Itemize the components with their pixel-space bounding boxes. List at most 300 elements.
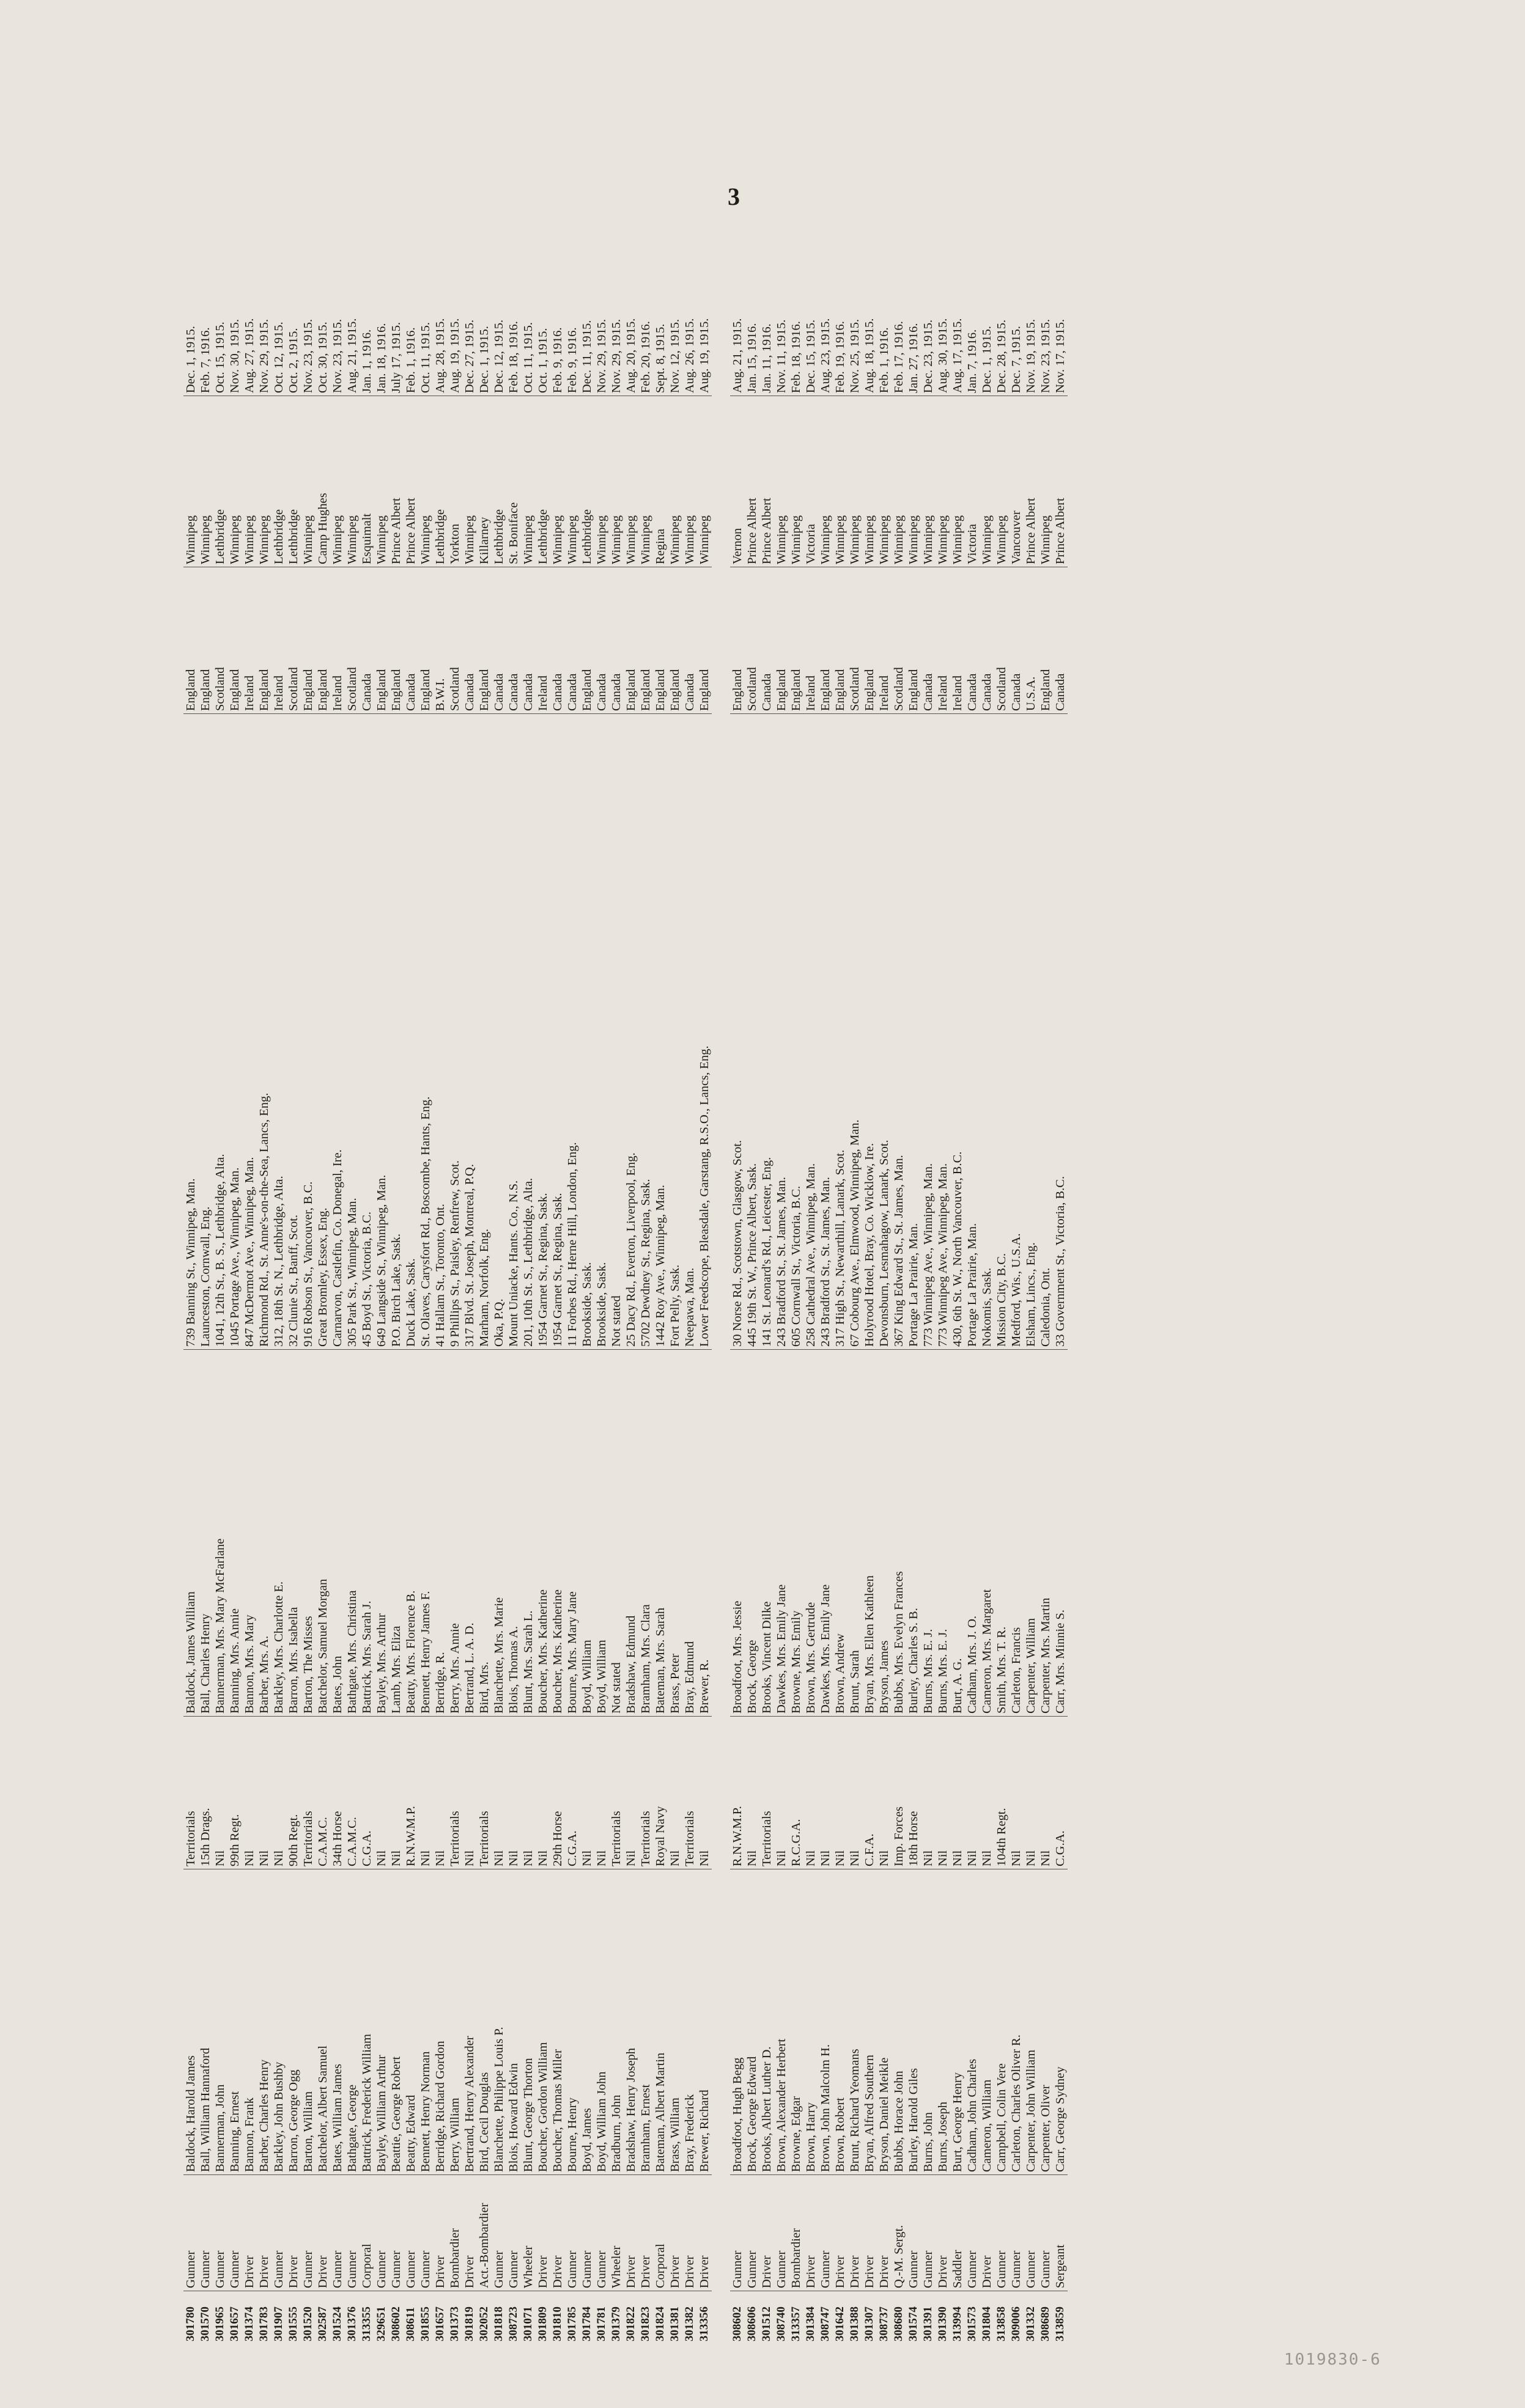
country-of-birth-cell: U.S.A. <box>1024 567 1038 714</box>
place-of-enlistment-cell: Lethbridge <box>536 396 550 567</box>
address-cell: Portage La Prairie, Man. <box>906 714 921 1350</box>
rank-cell: Driver <box>462 2175 477 2291</box>
soldier-name-cell: Bourne, Henry <box>565 1869 580 2175</box>
rank-cell: Gunner <box>1024 2175 1038 2291</box>
enlistment-date-cell: Oct. 2, 1915. <box>286 238 301 396</box>
enlistment-date-cell: Feb. 9, 1916. <box>565 238 580 396</box>
place-of-enlistment-cell: Winnipeg <box>521 396 536 567</box>
regimental-number-cell: 301071 <box>522 2307 534 2341</box>
address-cell: Nokomis, Sask. <box>980 714 994 1350</box>
regimental-number-cell: 301382 <box>683 2307 696 2341</box>
country-of-birth-cell: Ireland <box>330 567 345 714</box>
place-of-enlistment-cell: Winnipeg <box>877 396 892 567</box>
address-cell: St. Olaves, Carysfort Rd., Boscombe, Hants, Eng. <box>418 714 433 1350</box>
rank-cell: Driver <box>550 2175 565 2291</box>
place-of-enlistment-cell: Vernon <box>730 396 745 567</box>
country-of-birth-cell: England <box>389 567 404 714</box>
place-of-enlistment-cell: Winnipeg <box>936 396 950 567</box>
next-of-kin-cell: Barton, The Misses <box>301 1350 316 1717</box>
enlistment-date-cell: Jan. 11, 1916. <box>759 238 774 396</box>
soldier-name-cell: Barron, George Ogg <box>286 1869 301 2175</box>
enlistment-date-cell: Oct. 30, 1915. <box>316 238 330 396</box>
next-of-kin-cell: Ball, Charles Henry <box>198 1350 213 1717</box>
table-row <box>316 238 330 2341</box>
soldier-name-cell: Barkley, John Bushby <box>271 1869 286 2175</box>
former-unit-cell: Territorials <box>477 1717 492 1869</box>
soldier-name-cell: Bertrand, Henry Alexander <box>462 1869 477 2175</box>
next-of-kin-cell: Bertrand, L. A. D. <box>462 1350 477 1717</box>
soldier-name-cell: Bird, Cecil Douglas <box>477 1869 492 2175</box>
soldier-name-cell: Brown, John Malcolm H. <box>818 1869 833 2175</box>
country-of-birth-cell: Canada <box>550 567 565 714</box>
rank-cell: Driver <box>980 2175 994 2291</box>
regimental-number-cell: 301376 <box>345 2307 358 2341</box>
regimental-number-cell: 308740 <box>775 2307 788 2341</box>
former-unit-cell: C.G.A. <box>360 1717 374 1869</box>
next-of-kin-cell: Blunt, Mrs. Sarah L. <box>521 1350 536 1717</box>
address-cell: 201, 10th St. S., Lethbridge, Alta. <box>521 714 536 1350</box>
country-of-birth-cell: Canada <box>565 567 580 714</box>
country-of-birth-cell: Ireland <box>936 567 950 714</box>
rank-cell: Gunner <box>745 2175 759 2291</box>
roll-section <box>183 238 712 2341</box>
country-of-birth-cell: Scotland <box>847 567 862 714</box>
soldier-name-cell: Beattie, George Robert <box>389 1869 404 2175</box>
rank-cell: Driver <box>682 2175 697 2291</box>
enlistment-date-cell: Dec. 1, 1915. <box>980 238 994 396</box>
table-row <box>668 238 682 2341</box>
next-of-kin-cell: Bourne, Mrs. Mary Jane <box>565 1350 580 1717</box>
soldier-name-cell: Brewer, Richard <box>697 1869 712 2175</box>
rank-cell: Gunner <box>345 2175 360 2291</box>
soldier-name-cell: Brown, Robert <box>833 1869 847 2175</box>
enlistment-date-cell: Nov. 11, 1915. <box>774 238 789 396</box>
next-of-kin-cell: Bannerman, Mrs. Mary McFarlane <box>213 1350 227 1717</box>
country-of-birth-cell: Ireland <box>242 567 257 714</box>
next-of-kin-cell: Bates, John <box>330 1350 345 1717</box>
former-unit-cell: Nil <box>950 1717 965 1869</box>
address-cell: Launceston, Cornwall, Eng. <box>198 714 213 1350</box>
table-row <box>418 238 433 2341</box>
address-cell: 243 Bradford St., St. James, Man. <box>818 714 833 1350</box>
country-of-birth-cell: England <box>730 567 745 714</box>
address-cell: 243 Bradford St., St. James, Man. <box>774 714 789 1350</box>
country-of-birth-cell: Scotland <box>892 567 906 714</box>
address-cell: Lower Feedscope, Bleasdale, Garstang, R.S.O., Lancs, Eng. <box>697 714 712 1350</box>
place-of-enlistment-cell: St. Boniface <box>506 396 521 567</box>
former-unit-cell: Nil <box>536 1717 550 1869</box>
table-row <box>697 238 712 2341</box>
place-of-enlistment-cell: Yorkton <box>448 396 462 567</box>
place-of-enlistment-cell: Winnipeg <box>906 396 921 567</box>
rank-cell: Wheeler <box>521 2175 536 2291</box>
rank-cell: Driver <box>624 2175 638 2291</box>
address-cell: 11 Forbes Rd., Herne Hill, London, Eng. <box>565 714 580 1350</box>
country-of-birth-cell: England <box>906 567 921 714</box>
enlistment-date-cell: Nov. 23, 1915. <box>301 238 316 396</box>
next-of-kin-cell: Battrick, Mrs. Sarah J. <box>360 1350 374 1717</box>
country-of-birth-cell: England <box>624 567 638 714</box>
next-of-kin-cell: Brown, Mrs. Gertrude <box>803 1350 818 1717</box>
place-of-enlistment-cell: Prince Albert <box>404 396 418 567</box>
former-unit-cell: Nil <box>745 1717 759 1869</box>
former-unit-cell: Nil <box>492 1717 506 1869</box>
regimental-number-cell: 308689 <box>1039 2307 1052 2341</box>
enlistment-date-cell: Nov. 17, 1915. <box>1053 238 1068 396</box>
place-of-enlistment-cell: Winnipeg <box>921 396 936 567</box>
rank-cell: Driver <box>877 2175 892 2291</box>
next-of-kin-cell: Carpenter, William <box>1024 1350 1038 1717</box>
country-of-birth-cell: Canada <box>492 567 506 714</box>
rank-cell: Driver <box>847 2175 862 2291</box>
next-of-kin-cell: Bray, Edmund <box>682 1350 697 1717</box>
enlistment-date-cell: Nov. 25, 1915. <box>847 238 862 396</box>
table-row <box>730 238 745 2341</box>
soldier-name-cell: Battrick, Frederick William <box>360 1869 374 2175</box>
address-cell: 773 Winnipeg Ave., Winnipeg, Man. <box>921 714 936 1350</box>
place-of-enlistment-cell: Winnipeg <box>301 396 316 567</box>
enlistment-date-cell: Aug. 19, 1915. <box>697 238 712 396</box>
next-of-kin-cell: Browne, Mrs. Emily <box>789 1350 803 1717</box>
regimental-number-cell: 301818 <box>492 2307 505 2341</box>
address-cell: Mission City, B.C. <box>994 714 1009 1350</box>
rank-cell: Driver <box>286 2175 301 2291</box>
country-of-birth-cell: Canada <box>682 567 697 714</box>
table-row <box>789 238 803 2341</box>
address-cell: 141 St. Leonard's Rd., Leicester, Eng. <box>759 714 774 1350</box>
address-cell: 445 19th St. W., Prince Albert, Sask. <box>745 714 759 1350</box>
place-of-enlistment-cell: Winnipeg <box>1038 396 1053 567</box>
rank-cell: Driver <box>316 2175 330 2291</box>
next-of-kin-cell: Berridge, R. <box>433 1350 448 1717</box>
address-cell: 649 Langside St., Winnipeg, Man. <box>374 714 389 1350</box>
former-unit-cell: Territorials <box>448 1717 462 1869</box>
address-cell: 32 Clunie St., Banff, Scot. <box>286 714 301 1350</box>
soldier-name-cell: Beatty, Edward <box>404 1869 418 2175</box>
enlistment-date-cell: Aug. 18, 1915. <box>862 238 877 396</box>
place-of-enlistment-cell: Winnipeg <box>565 396 580 567</box>
place-of-enlistment-cell: Winnipeg <box>847 396 862 567</box>
address-cell: Brookside, Sask. <box>580 714 594 1350</box>
country-of-birth-cell: Scotland <box>286 567 301 714</box>
next-of-kin-cell: Not stated <box>609 1350 624 1717</box>
regimental-number-cell: 308602 <box>390 2307 402 2341</box>
place-of-enlistment-cell: Winnipeg <box>789 396 803 567</box>
place-of-enlistment-cell: Winnipeg <box>198 396 213 567</box>
address-cell: Neepawa, Man. <box>682 714 697 1350</box>
address-cell: 1954 Garnet St., Regina, Sask. <box>550 714 565 1350</box>
regimental-number-cell: 308737 <box>877 2307 890 2341</box>
enlistment-date-cell: Jan. 18, 1916. <box>374 238 389 396</box>
place-of-enlistment-cell: Winnipeg <box>862 396 877 567</box>
place-of-enlistment-cell: Winnipeg <box>668 396 682 567</box>
rank-cell: Gunner <box>183 2175 198 2291</box>
table-row <box>198 238 213 2341</box>
soldier-name-cell: Campbell, Colin Vere <box>994 1869 1009 2175</box>
address-cell: Portage La Prairie, Man. <box>965 714 980 1350</box>
next-of-kin-cell: Dawkes, Mrs. Emily Jane <box>774 1350 789 1717</box>
soldier-name-cell: Carpenter, Oliver <box>1038 1869 1053 2175</box>
regimental-number-cell: 302587 <box>316 2307 329 2341</box>
table-row <box>271 238 286 2341</box>
table-row <box>759 238 774 2341</box>
country-of-birth-cell: Canada <box>462 567 477 714</box>
roll-section <box>730 238 1068 2341</box>
enlistment-date-cell: Jan. 1, 1916. <box>360 238 374 396</box>
rank-cell: Bombardier <box>789 2175 803 2291</box>
enlistment-date-cell: Nov. 29, 1915. <box>257 238 271 396</box>
enlistment-date-cell: Nov. 29, 1915. <box>594 238 609 396</box>
place-of-enlistment-cell: Winnipeg <box>418 396 433 567</box>
next-of-kin-cell: Bramham, Mrs. Clara <box>638 1350 653 1717</box>
enlistment-date-cell: Jan. 27, 1916. <box>906 238 921 396</box>
table-row <box>242 238 257 2341</box>
rank-cell: Gunner <box>374 2175 389 2291</box>
enlistment-date-cell: Feb. 18, 1916. <box>506 238 521 396</box>
place-of-enlistment-cell: Winnipeg <box>994 396 1009 567</box>
address-cell: 25 Dacy Rd., Everton, Liverpool, Eng. <box>624 714 638 1350</box>
table-row <box>477 238 492 2341</box>
place-of-enlistment-cell: Lethbridge <box>492 396 506 567</box>
nominal-roll-table <box>183 238 1260 2341</box>
former-unit-cell: 90th Regt. <box>286 1717 301 1869</box>
country-of-birth-cell: England <box>818 567 833 714</box>
country-of-birth-cell: Ireland <box>950 567 965 714</box>
next-of-kin-cell: Dawkes, Mrs. Emily Jane <box>818 1350 833 1717</box>
enlistment-date-cell: Feb. 18, 1916. <box>789 238 803 396</box>
next-of-kin-cell: Broadfoot, Mrs. Jessie <box>730 1350 745 1717</box>
address-cell: Fort Pelly, Sask. <box>668 714 682 1350</box>
soldier-name-cell: Brunt, Richard Yeomans <box>847 1869 862 2175</box>
enlistment-date-cell: Dec. 23, 1915. <box>921 238 936 396</box>
former-unit-cell: Nil <box>462 1717 477 1869</box>
country-of-birth-cell: Canada <box>404 567 418 714</box>
soldier-name-cell: Banning, Ernest <box>227 1869 242 2175</box>
address-cell: Holyrood Hotel, Bray, Co. Wicklow, Ire. <box>862 714 877 1350</box>
rank-cell: Gunner <box>594 2175 609 2291</box>
rank-cell: Gunner <box>565 2175 580 2291</box>
enlistment-date-cell: Oct. 1, 1915. <box>536 238 550 396</box>
regimental-number-cell: 301379 <box>610 2307 622 2341</box>
address-cell: P.O. Birch Lake, Sask. <box>389 714 404 1350</box>
enlistment-date-cell: Feb. 19, 1916. <box>833 238 847 396</box>
address-cell: Oka, P.Q. <box>492 714 506 1350</box>
next-of-kin-cell: Brunt, Sarah <box>847 1350 862 1717</box>
rank-cell: Driver <box>759 2175 774 2291</box>
address-cell: Devonsburn, Lesmahagow, Lanark, Scot. <box>877 714 892 1350</box>
table-row <box>892 238 906 2341</box>
soldier-name-cell: Barber, Charles Henry <box>257 1869 271 2175</box>
country-of-birth-cell: England <box>653 567 668 714</box>
next-of-kin-cell: Carpenter, Mrs. Martin <box>1038 1350 1053 1717</box>
table-row <box>389 238 404 2341</box>
rank-cell: Gunner <box>818 2175 833 2291</box>
place-of-enlistment-cell: Lethbridge <box>213 396 227 567</box>
former-unit-cell: Nil <box>594 1717 609 1869</box>
place-of-enlistment-cell: Prince Albert <box>389 396 404 567</box>
regimental-number-cell: 301570 <box>199 2307 212 2341</box>
address-cell: 773 Winnipeg Ave., Winnipeg, Man. <box>936 714 950 1350</box>
country-of-birth-cell: England <box>833 567 847 714</box>
address-cell: 916 Robson St., Vancouver, B.C. <box>301 714 316 1350</box>
country-of-birth-cell: England <box>697 567 712 714</box>
table-row <box>921 238 936 2341</box>
former-unit-cell: Nil <box>833 1717 847 1869</box>
rank-cell: Gunner <box>389 2175 404 2291</box>
soldier-name-cell: Brass, William <box>668 1869 682 2175</box>
table-row <box>521 238 536 2341</box>
address-cell: 1954 Garnet St., Regina, Sask. <box>536 714 550 1350</box>
enlistment-date-cell: Aug. 28, 1915. <box>433 238 448 396</box>
table-row <box>492 238 506 2341</box>
table-row <box>227 238 242 2341</box>
country-of-birth-cell: England <box>638 567 653 714</box>
regimental-number-cell: 308611 <box>404 2307 417 2341</box>
country-of-birth-cell: England <box>862 567 877 714</box>
former-unit-cell: Nil <box>389 1717 404 1869</box>
former-unit-cell: Nil <box>877 1717 892 1869</box>
enlistment-date-cell: Nov. 19, 1915. <box>1024 238 1038 396</box>
table-row <box>980 238 994 2341</box>
country-of-birth-cell: England <box>227 567 242 714</box>
soldier-name-cell: Bateman, Albert Martin <box>653 1869 668 2175</box>
enlistment-date-cell: Aug. 30, 1915. <box>936 238 950 396</box>
former-unit-cell: Nil <box>965 1717 980 1869</box>
place-of-enlistment-cell: Winnipeg <box>697 396 712 567</box>
place-of-enlistment-cell: Esquimalt <box>360 396 374 567</box>
regimental-number-cell: 301524 <box>331 2307 344 2341</box>
soldier-name-cell: Berridge, Richard Gordon <box>433 1869 448 2175</box>
address-cell: Great Bromley, Essex, Eng. <box>316 714 330 1350</box>
former-unit-cell: Nil <box>847 1717 862 1869</box>
soldier-name-cell: Blanchette, Philippe Louis P. <box>492 1869 506 2175</box>
soldier-name-cell: Blois, Howard Edwin <box>506 1869 521 2175</box>
regimental-number-cell: 301824 <box>654 2307 666 2341</box>
soldier-name-cell: Brown, Alexander Herbert <box>774 1869 789 2175</box>
soldier-name-cell: Cameron, William <box>980 1869 994 2175</box>
next-of-kin-cell: Bubbs, Mrs. Evelyn Frances <box>892 1350 906 1717</box>
former-unit-cell: Nil <box>271 1717 286 1869</box>
rank-cell: Gunner <box>906 2175 921 2291</box>
soldier-name-cell: Brock, George Edward <box>745 1869 759 2175</box>
address-cell: 5702 Dewdney St., Regina, Sask. <box>638 714 653 1350</box>
rank-cell: Driver <box>536 2175 550 2291</box>
table-row <box>330 238 345 2341</box>
soldier-name-cell: Boucher, Thomas Miller <box>550 1869 565 2175</box>
address-cell: 317 Blvd. St. Joseph, Montreal, P.Q. <box>462 714 477 1350</box>
country-of-birth-cell: England <box>774 567 789 714</box>
country-of-birth-cell: England <box>183 567 198 714</box>
rank-cell: Driver <box>833 2175 847 2291</box>
enlistment-date-cell: Dec. 28, 1915. <box>994 238 1009 396</box>
next-of-kin-cell: Bateman, Mrs. Sarah <box>653 1350 668 1717</box>
place-of-enlistment-cell: Winnipeg <box>257 396 271 567</box>
enlistment-date-cell: Nov. 12, 1915. <box>668 238 682 396</box>
table-row <box>936 238 950 2341</box>
enlistment-date-cell: Aug. 23, 1915. <box>818 238 833 396</box>
place-of-enlistment-cell: Prince Albert <box>1053 396 1068 567</box>
former-unit-cell: Territorials <box>759 1717 774 1869</box>
soldier-name-cell: Bryson, Daniel Meikle <box>877 1869 892 2175</box>
regimental-number-cell: 301822 <box>624 2307 637 2341</box>
address-cell: Richmond Rd., St. Anne's-on-the-Sea, Lancs, Eng. <box>257 714 271 1350</box>
place-of-enlistment-cell: Victoria <box>803 396 818 567</box>
regimental-number-cell: 301574 <box>907 2307 920 2341</box>
table-row <box>682 238 697 2341</box>
enlistment-date-cell: Aug. 17, 1915. <box>950 238 965 396</box>
table-row <box>906 238 921 2341</box>
archive-stamp: 1019830-6 <box>1284 2351 1381 2369</box>
former-unit-cell: C.G.A. <box>565 1717 580 1869</box>
regimental-number-cell: 301783 <box>257 2307 270 2341</box>
former-unit-cell: 29th Horse <box>550 1717 565 1869</box>
former-unit-cell: C.G.A. <box>1053 1717 1068 1869</box>
former-unit-cell: 104th Regt. <box>994 1717 1009 1869</box>
former-unit-cell: Nil <box>624 1717 638 1869</box>
address-cell: 33 Government St., Victoria, B.C. <box>1053 714 1068 1350</box>
enlistment-date-cell: Oct. 11, 1915. <box>521 238 536 396</box>
table-row <box>818 238 833 2341</box>
regimental-number-cell: 301573 <box>966 2307 978 2341</box>
rank-cell: Gunner <box>213 2175 227 2291</box>
regimental-number-cell: 308680 <box>892 2307 905 2341</box>
next-of-kin-cell: Burns, Mrs. E. J. <box>936 1350 950 1717</box>
next-of-kin-cell: Boyd, William <box>594 1350 609 1717</box>
rank-cell: Driver <box>803 2175 818 2291</box>
rank-cell: Wheeler <box>609 2175 624 2291</box>
address-cell: 258 Cathedral Ave., Winnipeg, Man. <box>803 714 818 1350</box>
table-row <box>1053 238 1068 2341</box>
rank-cell: Gunner <box>227 2175 242 2291</box>
former-unit-cell: Nil <box>242 1717 257 1869</box>
country-of-birth-cell: Ireland <box>271 567 286 714</box>
rank-cell: Gunner <box>506 2175 521 2291</box>
place-of-enlistment-cell: Lethbridge <box>271 396 286 567</box>
regimental-number-cell: 329651 <box>375 2307 388 2341</box>
table-row <box>580 238 594 2341</box>
rank-cell: Driver <box>936 2175 950 2291</box>
enlistment-date-cell: Dec. 15, 1915. <box>803 238 818 396</box>
enlistment-date-cell: Dec. 12, 1915. <box>492 238 506 396</box>
soldier-name-cell: Barton, William <box>301 1869 316 2175</box>
table-row <box>550 238 565 2341</box>
former-unit-cell: Imp. Forces <box>892 1717 906 1869</box>
former-unit-cell: 18th Horse <box>906 1717 921 1869</box>
address-cell: 605 Cornwall St., Victoria, B.C. <box>789 714 803 1350</box>
soldier-name-cell: Bannon, Frank <box>242 1869 257 2175</box>
regimental-number-cell: 301784 <box>580 2307 593 2341</box>
country-of-birth-cell: England <box>668 567 682 714</box>
table-row <box>301 238 316 2341</box>
table-row <box>847 238 862 2341</box>
address-cell: 9 Phillips St., Paisley, Renfrew, Scot. <box>448 714 462 1350</box>
address-cell: 41 Hallam St., Toronto, Ont. <box>433 714 448 1350</box>
former-unit-cell: Nil <box>418 1717 433 1869</box>
country-of-birth-cell: Scotland <box>994 567 1009 714</box>
former-unit-cell: Nil <box>803 1717 818 1869</box>
country-of-birth-cell: Ireland <box>536 567 550 714</box>
table-row <box>624 238 638 2341</box>
former-unit-cell: Nil <box>936 1717 950 1869</box>
table-row <box>506 238 521 2341</box>
country-of-birth-cell: England <box>477 567 492 714</box>
enlistment-date-cell: Aug. 21, 1915. <box>345 238 360 396</box>
regimental-number-cell: 301373 <box>448 2307 461 2341</box>
enlistment-date-cell: Dec. 7, 1915. <box>1009 238 1024 396</box>
soldier-name-cell: Boucher, Gordon William <box>536 1869 550 2175</box>
country-of-birth-cell: Canada <box>609 567 624 714</box>
place-of-enlistment-cell: Lethbridge <box>433 396 448 567</box>
